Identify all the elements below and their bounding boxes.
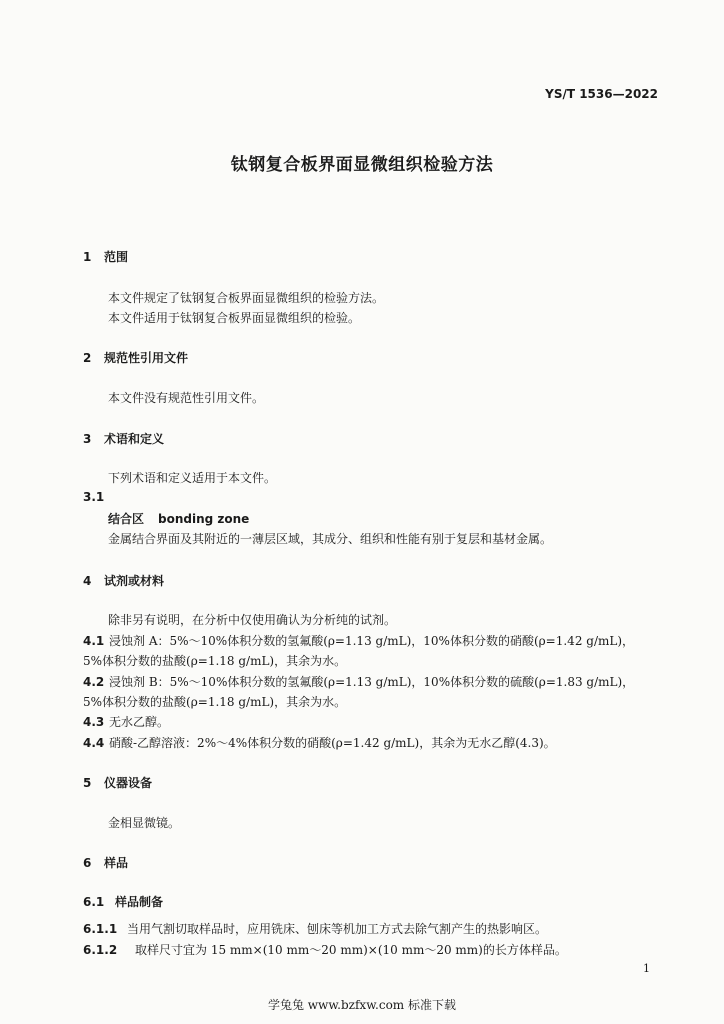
clause: [83, 632, 634, 649]
section-number: 5: [83, 776, 92, 790]
document-title: 钛钢复合板界面显微组织检验方法: [230, 155, 494, 175]
clause-text: 无水乙醇。: [109, 715, 170, 729]
section-title: 样品: [104, 856, 129, 870]
clause-text: 当用气割切取样品时，应用铣床、刨床等机加工方式去除气割产生的热影响区。: [127, 922, 548, 936]
paragraph: 本文件适用于钛钢复合板界面显微组织的检验。: [108, 311, 361, 325]
section-number: 4: [83, 574, 92, 588]
paragraph: 本文件规定了钛钢复合板界面显微组织的检验方法。: [108, 291, 385, 305]
document-number: YS/T 1536—2022: [545, 87, 658, 101]
term-entry: [108, 510, 249, 527]
section-heading: [83, 572, 164, 589]
clause-text: 浸蚀剂 B：5%～10%体积分数的氢氟酸(ρ=1.13 g/mL)，10%体积分数的硫酸(ρ=1.83 g/mL)，: [109, 675, 635, 689]
clause-number: 4.1: [83, 634, 105, 648]
section-number: 6: [83, 856, 92, 870]
clause-text: 取样尺寸宜为 15 mm×(10 mm～20 mm)×(10 mm～20 mm)的长方体样品。: [135, 943, 567, 957]
paragraph: 金相显微镜。: [108, 816, 181, 830]
clause-number: 6.1.2: [83, 943, 118, 957]
section-heading: [83, 430, 164, 447]
clause: [83, 713, 169, 730]
clause-text: 浸蚀剂 A：5%～10%体积分数的氢氟酸(ρ=1.13 g/mL)，10%体积分数的硝酸(ρ=1.42 g/mL)，: [109, 634, 635, 648]
section-number: 1: [83, 250, 92, 264]
clause-continuation: 5%体积分数的盐酸(ρ=1.18 g/mL)，其余为水。: [83, 654, 347, 668]
term-number: [83, 490, 109, 504]
term-english: bonding zone: [158, 512, 250, 526]
clause-number: 3.1: [83, 490, 105, 504]
clause: [83, 920, 547, 937]
section-title: 术语和定义: [104, 432, 165, 446]
watermark-footer: 学兔兔 www.bzfxw.com 标准下载: [267, 998, 457, 1012]
paragraph: 除非另有说明，在分析中仅使用确认为分析纯的试剂。: [108, 613, 397, 627]
section-number: 2: [83, 351, 92, 365]
clause-number: 4.4: [83, 736, 105, 750]
clause-number: 6.1.1: [83, 922, 118, 936]
section-heading: [83, 349, 188, 366]
subsection-title: 样品制备: [115, 895, 164, 909]
clause-number: 4.2: [83, 675, 105, 689]
section-number: 3: [83, 432, 92, 446]
section-title: 试剂或材料: [104, 574, 165, 588]
section-heading: [83, 854, 128, 871]
term-chinese: 结合区: [108, 512, 145, 526]
page-number: 1: [643, 962, 650, 975]
section-title: 规范性引用文件: [104, 351, 189, 365]
clause: [83, 673, 634, 690]
paragraph: 下列术语和定义适用于本文件。: [108, 471, 277, 485]
section-heading: [83, 248, 128, 265]
section-heading: [83, 774, 152, 791]
subsection-number: 6.1: [83, 895, 105, 909]
term-definition: 金属结合界面及其附近的一薄层区域，其成分、组织和性能有别于复层和基材金属。: [108, 532, 553, 546]
subsection-heading: [83, 893, 163, 910]
clause: [83, 734, 556, 751]
clause-continuation: 5%体积分数的盐酸(ρ=1.18 g/mL)，其余为水。: [83, 695, 347, 709]
section-title: 范围: [104, 250, 129, 264]
paragraph: 本文件没有规范性引用文件。: [108, 391, 265, 405]
clause-text: 硝酸-乙醇溶液：2%～4%体积分数的硝酸(ρ=1.42 g/mL)，其余为无水乙醇(4.3)。: [109, 736, 556, 750]
clause: [83, 941, 567, 958]
clause-number: 4.3: [83, 715, 105, 729]
section-title: 仪器设备: [104, 776, 153, 790]
